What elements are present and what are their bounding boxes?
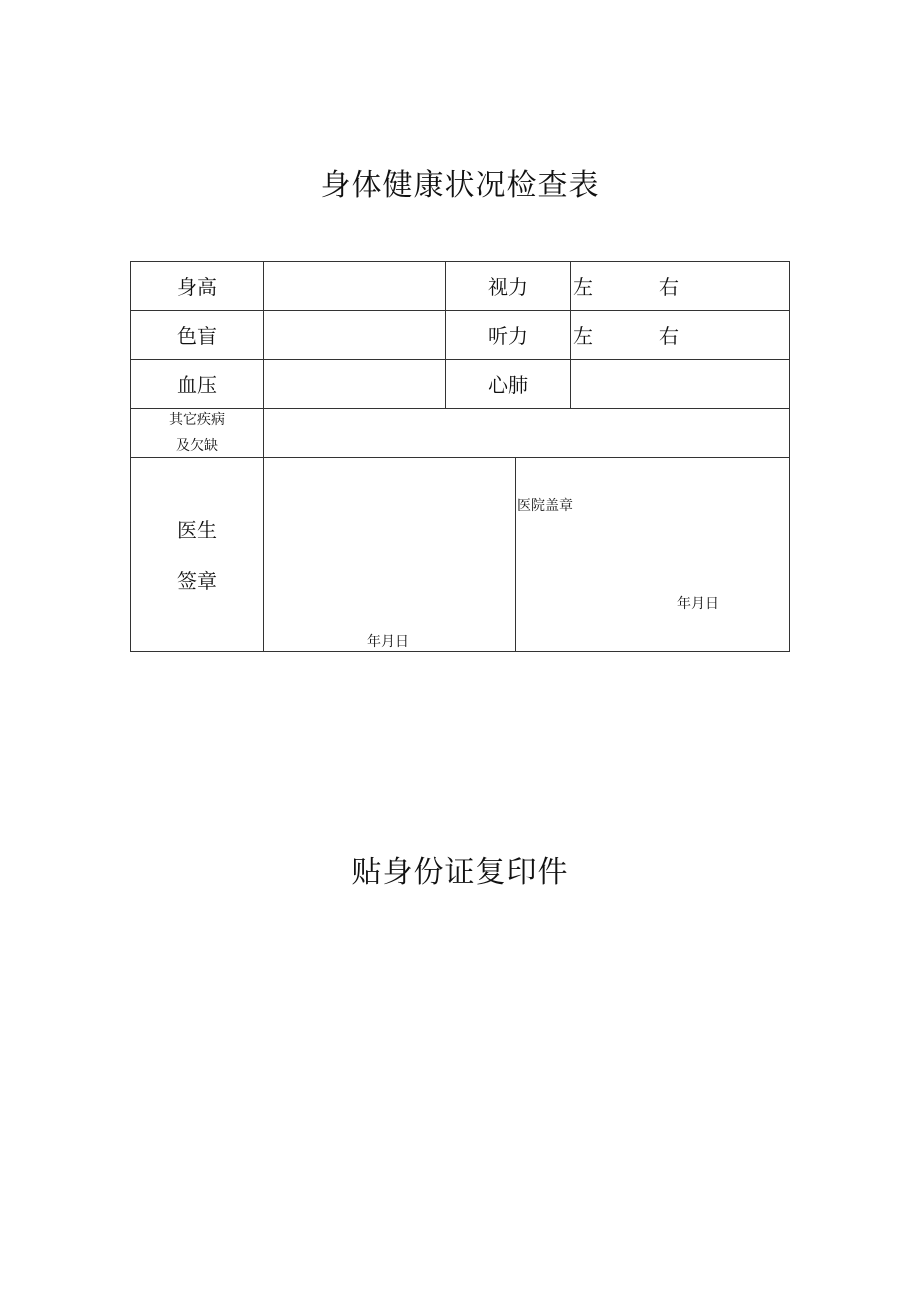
hospital-seal-area[interactable] <box>516 458 789 651</box>
page-title: 身体健康状况检查表 <box>320 168 600 203</box>
colorblind-label: 色盲 <box>177 324 217 348</box>
vision-label: 视力 <box>488 275 528 299</box>
hearing-right-label: 右 <box>659 324 679 348</box>
row-divider <box>131 310 789 311</box>
blood-pressure-label: 血压 <box>177 373 217 397</box>
colorblind-value-cell[interactable] <box>264 311 445 359</box>
id-copy-title: 贴身份证复印件 <box>351 855 569 890</box>
vision-right-label: 右 <box>659 275 679 299</box>
blood-pressure-value-cell[interactable] <box>264 360 445 408</box>
hospital-seal-label: 医院盖章 <box>517 498 573 514</box>
doctor-signature-area[interactable] <box>264 458 515 651</box>
hospital-date-label: 年月日 <box>677 596 719 612</box>
doctor-signature-label-line2: 签章 <box>177 569 217 593</box>
other-diseases-label-line1: 其它疾病 <box>169 412 225 428</box>
hearing-left-label: 左 <box>573 324 593 348</box>
health-check-form <box>130 261 790 652</box>
heart-lung-value-cell[interactable] <box>571 360 789 408</box>
height-value-cell[interactable] <box>264 262 445 310</box>
doctor-signature-label-line1: 医生 <box>177 518 217 542</box>
other-diseases-label-line2: 及欠缺 <box>176 438 218 454</box>
height-label: 身高 <box>177 275 217 299</box>
hearing-label: 听力 <box>488 324 528 348</box>
other-diseases-value-cell[interactable] <box>264 409 789 457</box>
doctor-date-label: 年月日 <box>367 634 409 650</box>
vision-left-label: 左 <box>573 275 593 299</box>
heart-lung-label: 心肺 <box>488 373 528 397</box>
